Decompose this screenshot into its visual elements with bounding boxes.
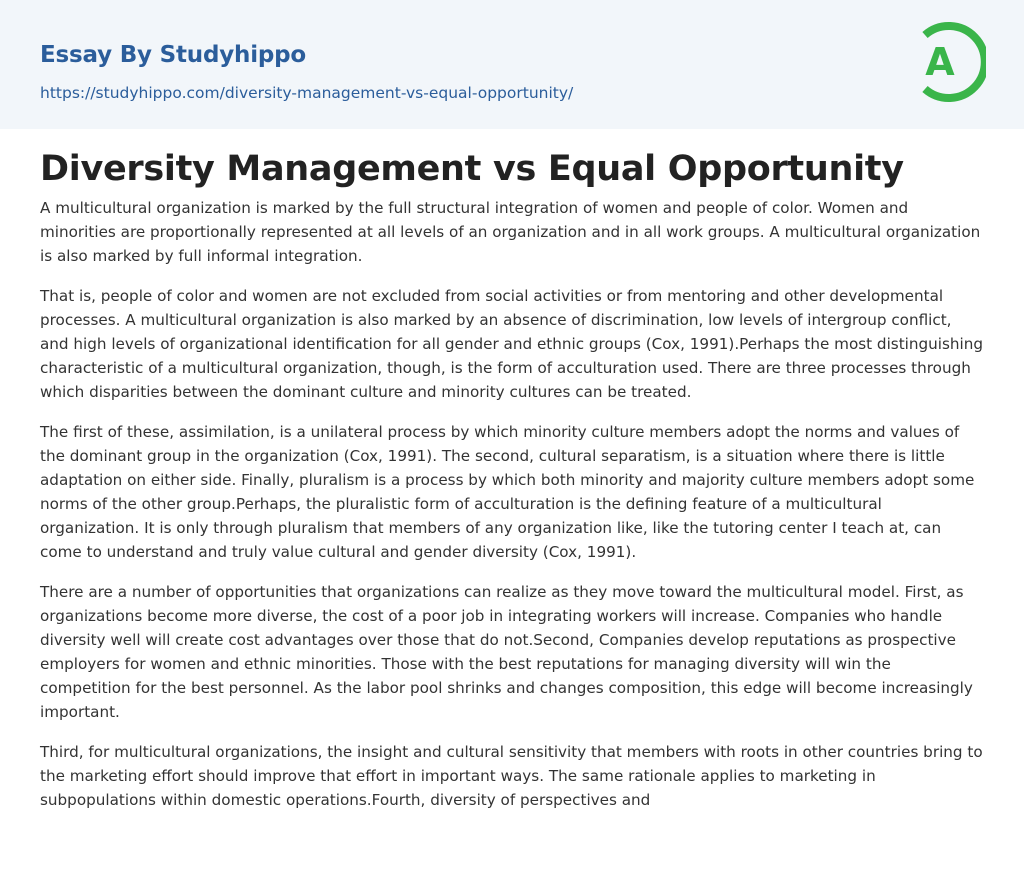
page-title: Diversity Management vs Equal Opportunity [40, 149, 904, 189]
logo-letter: A [925, 40, 955, 84]
article-content [0, 129, 1024, 812]
paragraph-2: That is, people of color and women are not excluded from social activities or from mentoring and other developmental processes. A multicultural organization is also marked by an absence of discrimination, low levels of intergroup conflict, and high levels of organizational identification for all gender and ethnic groups (Cox, 1991).Perhaps the most distinguishing characteristic of a multicultural organization, though, is the form of acculturation used. There are three processes through which disparities between the dominant culture and minority cultures can be treated. [40, 287, 984, 401]
paragraph-5: Third, for multicultural organizations, the insight and cultural sensitivity that members with roots in other countries bring to the marketing effort should improve that effort in important ways. The same rationale applies to marketing in subpopulations within domestic operations.Fourth, diversity of perspectives and [40, 743, 983, 809]
paragraph-1: A multicultural organization is marked by the full structural integration of women and people of color. Women and minorities are proportionally represented at all levels of an organization and in all work groups. A multicultural organization is also marked by full informal integration. [40, 199, 981, 265]
site-header [0, 0, 1024, 129]
paragraph-4: There are a number of opportunities that organizations can realize as they move toward the multicultural model. First, as organizations become more diverse, the cost of a poor job in integrating workers will increase. Companies who handle diversity well will create cost advantages over those that do not.Second, Companies develop reputations as prospective employers for women and ethnic minorities. Those with the best reputations for managing diversity will win the competition for the best personnel. As the labor pool shrinks and changes composition, this edge will become increasingly important. [40, 583, 973, 721]
brand-name[interactable]: Essay By Studyhippo [40, 42, 307, 68]
studyhippo-logo-icon[interactable] [912, 20, 986, 104]
paragraph-3: The first of these, assimilation, is a unilateral process by which minority culture members adopt the norms and values of the dominant group in the organization (Cox, 1991). The second, cultural separatism, is a situation where there is little adaptation on either side. Finally, pluralism is a process by which both minority and majority culture members adopt some norms of the other group.Perhaps, the pluralistic form of acculturation is the defining feature of a multicultural organization. It is only through pluralism that members of any organization like, like the tutoring center I teach at, can come to understand and truly value cultural and gender diversity (Cox, 1991). [40, 423, 975, 561]
essay-url-link[interactable]: https://studyhippo.com/diversity-management-vs-equal-opportunity/ [40, 84, 574, 102]
